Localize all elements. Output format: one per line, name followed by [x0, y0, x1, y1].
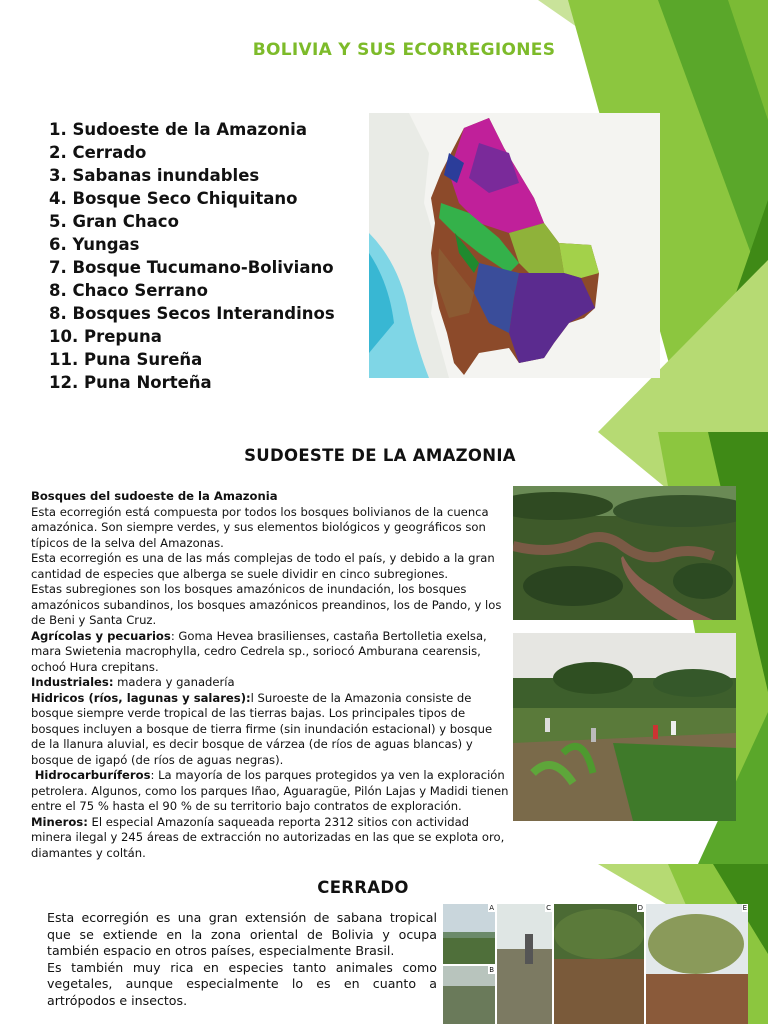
hydric-label: Hidricos (ríos, lagunas y salares):: [31, 690, 251, 705]
hydrocarbon-paragraph: [31, 768, 509, 815]
ecoregion-item: 7. Bosque Tucumano-Boliviano: [49, 258, 334, 277]
ecoregion-item: 8. Bosques Secos Interandinos: [49, 304, 335, 323]
intro-paragraph: Esta ecorregión está compuesta por todos los bosques bolivianos de la cuenca amazónica. Son siempre verdes, y sus elementos biológicos y geográficos son típicos de la selva del Amazonas.: [31, 504, 489, 550]
farmland-photo: [513, 633, 736, 821]
ecoregion-item: 11. Puna Sureña: [49, 350, 203, 369]
photo-label: A: [489, 904, 494, 912]
ecoregion-item: 2. Cerrado: [49, 143, 147, 162]
cerrado-photo-d: [554, 904, 644, 1024]
cerrado-photo-b: [443, 966, 495, 1024]
complexity-paragraph: Esta ecorregión es una de las más complejas de todo el país, y debido a la gran cantidad de especies que alberga se suele dividir en cinco subregiones.: [31, 551, 495, 581]
cerrado-text: [47, 910, 437, 1010]
cerrado-paragraph-2: Es también muy rica en especies tanto animales como vegetales, aunque especialmente lo es en cuanto a artrópodos e insectos.: [47, 959, 437, 1008]
industry-text: madera y ganadería: [113, 675, 235, 689]
ecoregion-item: 5. Gran Chaco: [49, 212, 179, 231]
subsection-title: Bosques del sudoeste de la Amazonia: [31, 489, 278, 503]
ecoregion-list: [49, 118, 339, 394]
section-title: SUDOESTE DE LA AMAZONIA: [244, 446, 516, 465]
photo-label: C: [546, 904, 551, 912]
page-title: BOLIVIA Y SUS ECORREGIONES: [252, 40, 556, 60]
mining-label: Mineros:: [31, 814, 88, 829]
ecoregion-item: 6. Yungas: [49, 235, 140, 254]
section-title: CERRADO: [317, 878, 409, 897]
agri-paragraph: [31, 629, 509, 676]
cerrado-photo-a: [443, 904, 495, 964]
hydrocarbon-label: Hidrocarburíferos: [34, 768, 151, 782]
agri-text: : Goma Hevea brasilienses, castaña Bertolletia exelsa, mara Swietenia macrophylla, cedro Cedrela sp., sorіocó Amburana cearensis, ochoó Hura crepitans.: [31, 628, 487, 674]
slide-ecorregiones: [0, 0, 768, 432]
cerrado-paragraph-1: Esta ecorregión es una gran extensión de sabana tropical que se extiende en la zona oriental de Bolivia y ocupa también espacio en otros países, especialmente Brasil.: [47, 910, 437, 959]
slide-sudoeste-amazonia: [0, 432, 768, 864]
river-aerial-photo: [513, 486, 736, 620]
subregions-paragraph: Estas subregiones son los bosques amazónicos de inundación, los bosques amazónicos subandinos, los bosques amazónicos preandinos, los de Pando, y los de Beni y Santa Cruz.: [31, 582, 502, 627]
ecoregion-item: 3. Sabanas inundables: [49, 166, 260, 185]
photo-label: D: [637, 904, 643, 912]
photo-label: B: [489, 966, 494, 974]
ecoregion-item: 8. Chaco Serrano: [49, 281, 208, 300]
slide-cerrado: [0, 864, 768, 1024]
industry-paragraph: [31, 675, 509, 691]
ecoregion-item: 4. Bosque Seco Chiquitano: [49, 189, 298, 208]
cerrado-photo-c: [497, 904, 552, 1024]
bolivia-ecoregion-map: [369, 113, 660, 378]
agri-label: Agrícolas y pecuarios: [31, 628, 171, 643]
hydric-text: l Suroeste de la Amazonia consiste de bosque siempre verde tropical de las tierras bajas. Los principales tipos de bosques incluyen a bosque de tierra firme (sin inundación estacional) y bosque de la llanura aluvial, es decir bosque de várzea (de ríos de aguas blancas) y bosque de igapó (de ríos de aguas negras).: [31, 690, 493, 767]
mining-paragraph: [31, 815, 509, 862]
ecoregion-item: 12. Puna Norteña: [49, 373, 212, 392]
amazonia-text: [31, 489, 509, 861]
ecoregion-item: 10. Prepuna: [49, 327, 162, 346]
ecoregion-item: 1. Sudoeste de la Amazonia: [49, 120, 307, 139]
hydrocarbon-text: : La mayoría de los parques protegidos ya ven la exploración petrolera. Algunos, como los parques Iñao, Aguaragüe, Pilón Lajas y Madidi tienen entre el 75 % hasta el 90 % de su territorio bajo contratos de exploración.: [31, 768, 509, 813]
hydric-paragraph: [31, 691, 509, 769]
mining-text: El especial Amazonía saqueada reporta 2312 sitios con actividad minera ilegal y 245 áreas de extracción no autorizadas en las que se explota oro, diamantes y coltán.: [31, 814, 505, 860]
photo-label: E: [742, 904, 747, 912]
industry-label: Industriales:: [31, 675, 114, 689]
map-image: [369, 113, 660, 378]
cerrado-photo-e: [646, 904, 748, 1024]
